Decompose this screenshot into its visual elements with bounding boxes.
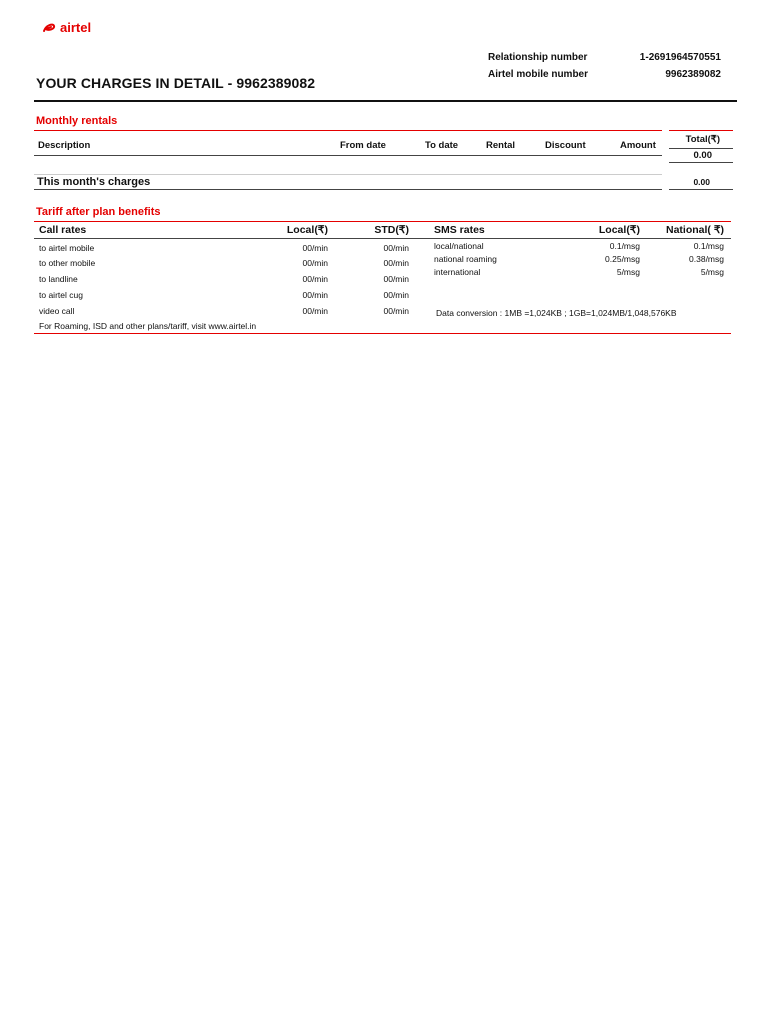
tariff-title: Tariff after plan benefits [36, 206, 161, 218]
page-title: YOUR CHARGES IN DETAIL - 9962389082 [36, 75, 316, 91]
this-month-divider [34, 189, 662, 190]
sms-row-national: 0.1/msg [693, 241, 724, 251]
call-row-local: 00/min [302, 258, 328, 268]
this-month-charges-value: 0.00 [693, 177, 710, 187]
call-row-label: to airtel mobile [39, 243, 95, 253]
mobile-number-value: 9962389082 [665, 69, 721, 80]
col-description: Description [38, 140, 91, 151]
rentals-header-divider [34, 155, 662, 156]
call-row-local: 00/min [302, 290, 328, 300]
sms-row-local: 5/msg [616, 267, 640, 277]
sms-row-label: national roaming [434, 254, 497, 264]
this-month-charges-label: This month's charges [37, 176, 151, 188]
col-rental: Rental [486, 140, 516, 151]
monthly-rentals-red-line [34, 130, 662, 131]
tariff-header-divider [34, 238, 731, 239]
call-row-std: 00/min [383, 290, 409, 300]
total-value: 0.00 [693, 150, 712, 161]
sms-row-local: 0.25/msg [605, 254, 640, 264]
call-row-std: 00/min [383, 274, 409, 284]
mobile-number-label: Airtel mobile number [488, 69, 589, 80]
total-header-divider [669, 148, 733, 149]
brand-name: airtel [60, 20, 92, 35]
rentals-empty-row-divider [34, 174, 662, 175]
monthly-rentals-title: Monthly rentals [36, 115, 118, 127]
call-row-std: 00/min [383, 306, 409, 316]
col-from-date: From date [340, 140, 386, 151]
sms-national-header: National( ₹) [665, 224, 724, 236]
sms-rates-header: SMS rates [434, 224, 485, 236]
sms-row-national: 5/msg [700, 267, 724, 277]
call-row-local: 00/min [302, 274, 328, 284]
col-to-date: To date [425, 140, 459, 151]
call-row-label: to airtel cug [39, 290, 83, 300]
call-row-local: 00/min [302, 243, 328, 253]
relationship-number-value: 1-2691964570551 [639, 52, 721, 63]
sms-row-label: international [434, 267, 481, 277]
airtel-logo [42, 20, 91, 35]
sms-row-national: 0.38/msg [689, 254, 724, 264]
total-red-line [669, 130, 733, 131]
sms-row-label: local/national [434, 241, 484, 251]
call-row-label: video call [39, 306, 75, 316]
call-std-header: STD(₹) [374, 224, 409, 236]
call-local-header: Local(₹) [286, 224, 328, 236]
tariff-red-line [34, 221, 731, 222]
tariff-bottom-red-line [34, 333, 731, 334]
title-divider [34, 100, 737, 102]
col-total: Total(₹) [685, 134, 720, 145]
col-amount: Amount [620, 140, 656, 151]
sms-row-local: 0.1/msg [609, 241, 640, 251]
relationship-number-label: Relationship number [488, 52, 588, 63]
call-rates-header: Call rates [39, 224, 87, 236]
call-row-label: to other mobile [39, 258, 96, 268]
airtel-swirl-icon [42, 23, 56, 33]
call-row-std: 00/min [383, 243, 409, 253]
call-row-label: to landline [39, 274, 78, 284]
call-row-std: 00/min [383, 258, 409, 268]
col-discount: Discount [545, 140, 586, 151]
roaming-note: For Roaming, ISD and other plans/tariff, visit www.airtel.in [39, 321, 257, 331]
data-conversion-note: Data conversion : 1MB =1,024KB ; 1GB=1,024MB/1,048,576KB [436, 308, 677, 318]
this-month-total-divider [669, 189, 733, 190]
sms-local-header: Local(₹) [598, 224, 640, 236]
call-row-local: 00/min [302, 306, 328, 316]
total-value-divider [669, 162, 733, 163]
